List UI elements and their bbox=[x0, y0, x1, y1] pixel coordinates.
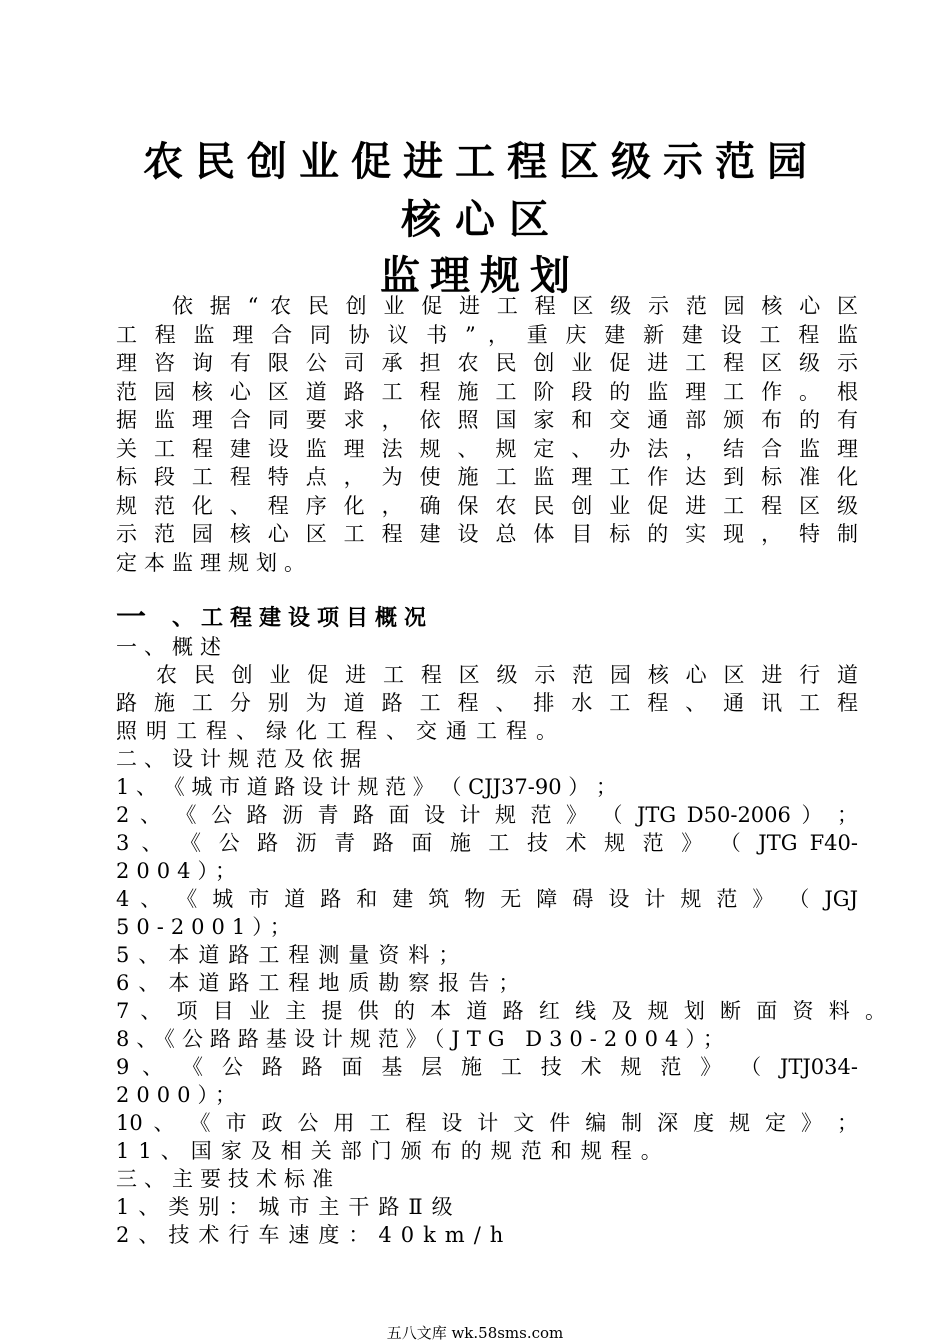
intro-line: 示 范 园 核 心 区 工 程 建 设 总 体 目 标 的 实 现 ， 特 制 bbox=[116, 522, 858, 546]
intro-line: 范 园 核 心 区 道 路 工 程 施 工 阶 段 的 监 理 工 作 。 根 bbox=[116, 379, 858, 404]
section-number: 一 bbox=[116, 600, 146, 635]
intro-line: 规 范 化 、 程 序 化 ， 确 保 农 民 创 业 促 进 工 程 区 级 bbox=[116, 493, 858, 518]
overview-line: 照明工程、绿化工程、交通工程。 bbox=[116, 719, 566, 743]
spec-item: 1 、 《 城 市 道 路 设 计 规 范 》 （ CJJ37-90 ） ； bbox=[116, 775, 617, 799]
intro-paragraph bbox=[116, 292, 858, 577]
footer-watermark: 五八文库 wk.58sms.com bbox=[386, 1324, 564, 1342]
spec-item: 50-2001）； bbox=[116, 915, 298, 939]
spec-item: 7 、 项 目 业 主 提 供 的 本 道 路 红 线 及 规 划 断 面 资 料 。 bbox=[116, 999, 886, 1023]
overview-line: 路 施 工 分 别 为 道 路 工 程 、 排 水 工 程 、 通 讯 工 程 bbox=[116, 691, 858, 715]
intro-line: 理 咨 询 有 限 公 司 承 担 农 民 创 业 促 进 工 程 区 级 示 bbox=[116, 351, 858, 375]
intro-line: 定本监理规划。 bbox=[116, 550, 312, 575]
spec-item: 8、《公路路基设计规范》（JTG D30-2004）； bbox=[116, 1027, 731, 1051]
intro-line: 标 段 工 程 特 点 ， 为 使 施 工 监 理 工 作 达 到 标 准 化 bbox=[116, 465, 858, 489]
spec-item: 4 、 《 城 市 道 路 和 建 筑 物 无 障 碍 设 计 规 范 》 （ JGJ bbox=[116, 887, 858, 911]
spec-item: 11、国家及相关部门颁布的规范和规程。 bbox=[116, 1139, 671, 1163]
spec-item: 3 、 《 公 路 沥 青 路 面 施 工 技 术 规 范 》 （ JTG F40- bbox=[116, 831, 858, 855]
document-title-line1: 农民创业促进工程区级示范园 bbox=[143, 139, 819, 185]
spec-item: 10 、 《 市 政 公 用 工 程 设 计 文 件 编 制 深 度 规 定 》 ； bbox=[116, 1111, 858, 1135]
intro-line: 据 监 理 合 同 要 求 ， 依 照 国 家 和 交 通 部 颁 布 的 有 bbox=[116, 408, 858, 432]
intro-line: 依 据 “ 农 民 创 业 促 进 工 程 区 级 示 范 园 核 心 区 bbox=[172, 294, 858, 318]
specs-heading: 二、设计规范及依据 bbox=[116, 747, 368, 771]
overview-heading: 一、概述 bbox=[116, 635, 228, 659]
standard-item: 2、技术行车速度：40km/h bbox=[116, 1223, 513, 1247]
document-title-line2: 核心区 bbox=[401, 197, 563, 243]
section-title: 、工程建设项目概况 bbox=[172, 606, 434, 631]
spec-item: 2000）； bbox=[116, 1083, 243, 1107]
spec-item: 5、本道路工程测量资料； bbox=[116, 943, 469, 967]
standard-item: 1、类别：城市主干路Ⅱ级 bbox=[116, 1195, 462, 1219]
intro-line: 工 程 监 理 合 同 协 议 书 ” ， 重 庆 建 新 建 设 工 程 监 bbox=[116, 322, 858, 347]
overview-line: 农 民 创 业 促 进 工 程 区 级 示 范 园 核 心 区 进 行 道 bbox=[156, 663, 858, 687]
spec-item: 2 、 《 公 路 沥 青 路 面 设 计 规 范 》 （ JTG D50-2006 ） ； bbox=[116, 803, 858, 827]
spec-item: 2004）； bbox=[116, 859, 243, 883]
document-title-line3: 监理规划 bbox=[380, 253, 580, 299]
spec-item: 9 、 《 公 路 路 面 基 层 施 工 技 术 规 范 》 （ JTJ034- bbox=[116, 1055, 858, 1079]
intro-line: 关 工 程 建 设 监 理 法 规 、 规 定 、 办 法 ， 结 合 监 理 bbox=[116, 436, 858, 461]
section-heading bbox=[116, 592, 433, 636]
standards-heading: 三、主要技术标准 bbox=[116, 1167, 340, 1191]
spec-item: 6、本道路工程地质勘察报告； bbox=[116, 971, 529, 995]
